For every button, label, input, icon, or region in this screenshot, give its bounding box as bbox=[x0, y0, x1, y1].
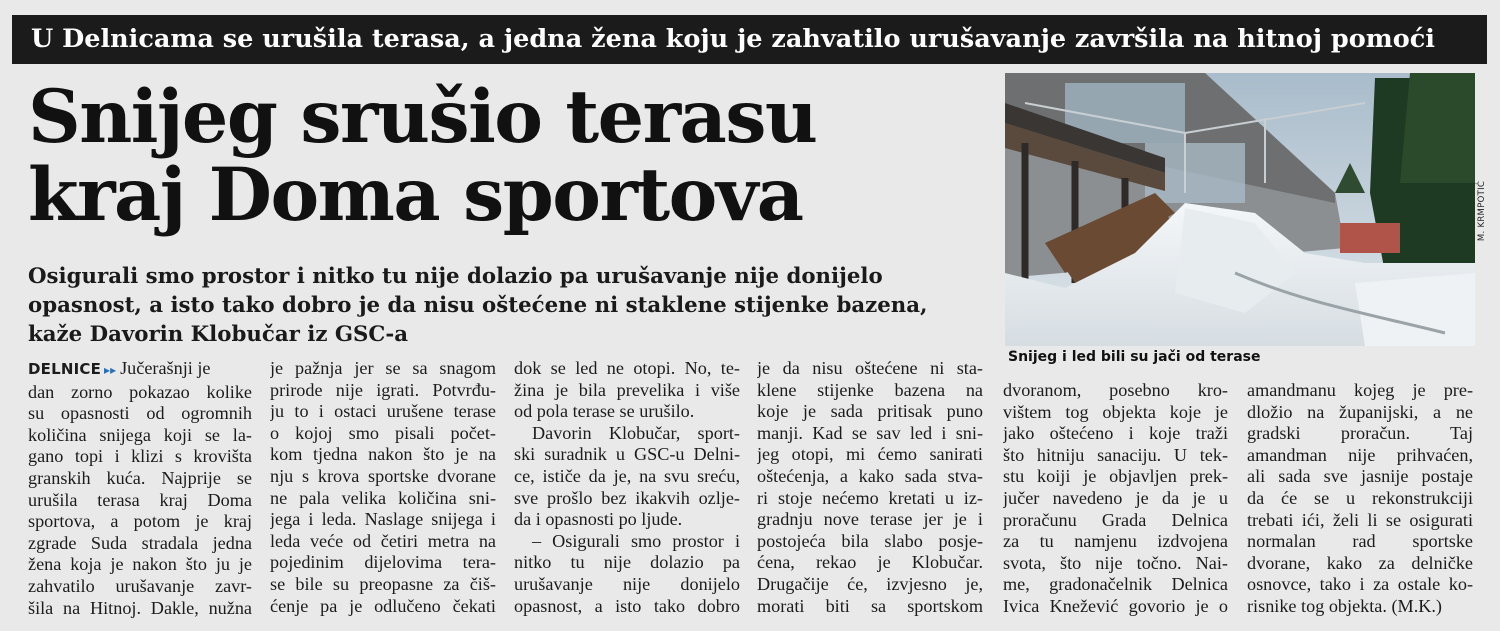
column-line: klene stijenke bazena na bbox=[757, 379, 983, 400]
column-line: gradski proračun. Taj bbox=[1247, 423, 1473, 444]
column-line: zahvatilo urušavanje zavr- bbox=[28, 575, 252, 596]
lead-line: kaže Davorin Klobučar iz GSC-a bbox=[28, 322, 409, 347]
column-line: osnovce, tako i za ostale ko- bbox=[1247, 574, 1473, 595]
column-line: nitko tu nije dolazio pa bbox=[514, 552, 740, 573]
column-line: urušavanje nije donijelo bbox=[514, 573, 740, 594]
column-line: jega i leda. Naslage snijega i bbox=[270, 509, 496, 530]
column-line: amandman nije prihvaćen, bbox=[1247, 444, 1473, 465]
column-line: za tu namjenu izdvojena bbox=[1003, 531, 1228, 552]
column-line: jučer navedeno je da je u bbox=[1003, 487, 1228, 508]
column-line: količina snijega koji se la- bbox=[28, 424, 252, 445]
column-line: ćena, rekao je Klobučar. bbox=[757, 552, 983, 573]
column-line: žina je bila prevelika i više bbox=[514, 379, 740, 400]
dateline: DELNICE bbox=[28, 360, 102, 378]
column-line: gradnju nove terase jer je i bbox=[757, 509, 983, 530]
column-line: dan zorno pokazao kolike bbox=[28, 381, 252, 402]
column-line: me, gradonačelnik Delnica bbox=[1003, 574, 1228, 595]
column-line: proračunu Grada Delnica bbox=[1003, 509, 1228, 530]
column-line: su opasnosti od ogromnih bbox=[28, 403, 252, 424]
body-column-1 bbox=[28, 358, 252, 619]
column-line: prirode nije igrati. Potvrđu- bbox=[270, 379, 496, 400]
column-line: normalan rad sportske bbox=[1247, 531, 1473, 552]
body-column-2 bbox=[270, 358, 496, 617]
column-line: što hitniju sanaciju. U tek- bbox=[1003, 444, 1228, 465]
column-line: ju to i ostaci urušene terase bbox=[270, 401, 496, 422]
column-line: sve prošlo bez ikakvih ozlje- bbox=[514, 487, 740, 508]
column-line: nju s krova sportske dvorane bbox=[270, 465, 496, 486]
column-line: dvorane, kako za delničke bbox=[1247, 552, 1473, 573]
dateline-arrow-icon: ▸▸ bbox=[104, 363, 117, 377]
column-line: jako oštećeno i koje traži bbox=[1003, 423, 1228, 444]
kicker-text: U Delnicama se urušila terasa, a jedna žena koju je zahvatilo urušavanje završila na hitnoj pomoći bbox=[31, 24, 1435, 54]
column-line: granskih kuća. Najprije se bbox=[28, 467, 252, 488]
column-line: ri stoje nećemo kretati u iz- bbox=[757, 487, 983, 508]
column-line: šila na Hitnoj. Dakle, nužna bbox=[28, 597, 252, 618]
column-line: se bile su preopasne za čiš- bbox=[270, 573, 496, 594]
column-line: opasnost, a isto tako dobro bbox=[514, 595, 740, 616]
lead-paragraph bbox=[28, 262, 988, 349]
body-column-5 bbox=[1003, 380, 1228, 618]
column-line: postojeća bila slabo posje- bbox=[757, 530, 983, 551]
news-photo bbox=[1005, 73, 1475, 346]
column-line bbox=[28, 358, 252, 382]
column-line: trebati ići, želi li se osigurati bbox=[1247, 509, 1473, 530]
column-line: zgrade Suda stradala jedna bbox=[28, 532, 252, 553]
column-line: dvoranom, posebno kro- bbox=[1003, 380, 1228, 400]
column-line: leda veće od četiri metra na bbox=[270, 530, 496, 551]
photo-snow-terrace bbox=[1005, 73, 1475, 346]
column-line: gano topi i klizi s krovišta bbox=[28, 446, 252, 467]
column-line: koje je sada pritisak puno bbox=[757, 401, 983, 422]
column-line: ali sada sve jasnije postaje bbox=[1247, 466, 1473, 487]
lead-line: opasnost, a isto tako dobro je da nisu oštećene ni staklene stijenke bazena, bbox=[28, 293, 928, 318]
column-line: stu koiji je objavljen prek- bbox=[1003, 466, 1228, 487]
body-column-3 bbox=[514, 358, 740, 617]
body-column-6 bbox=[1247, 380, 1473, 618]
column-line: Davorin Klobučar, sport- bbox=[532, 422, 740, 443]
column-line: od pola terase se urušilo. bbox=[514, 401, 695, 422]
column-line: žena koja je nakon što ju je bbox=[28, 554, 252, 575]
column-line: da i opasnosti po ljude. bbox=[514, 509, 683, 530]
photo-credit-text: M. KRMPOTIĆ bbox=[1477, 180, 1487, 242]
photo-credit bbox=[1475, 80, 1489, 342]
headline-line: Snijeg srušio terasu bbox=[28, 74, 817, 160]
kicker-bar bbox=[12, 15, 1487, 64]
headline-line: kraj Doma sportova bbox=[28, 152, 803, 238]
column-line: jeg otopi, mi ćemo sanirati bbox=[757, 444, 983, 465]
column-line: pojedinim dijelovima tera- bbox=[270, 552, 496, 573]
headline bbox=[28, 74, 988, 238]
column-line: vištem tog objekta koje je bbox=[1003, 401, 1228, 422]
column-line: – Osigurali smo prostor i bbox=[532, 530, 740, 551]
column-line: ćenje pa je odlučeno čekati bbox=[270, 595, 496, 616]
dateline-rest: Jučerašnji je bbox=[120, 358, 211, 378]
column-line: da će se u rekonstrukciji bbox=[1247, 487, 1473, 508]
column-line: dok se led ne otopi. No, te- bbox=[514, 358, 740, 378]
column-line: ce, ističe da je, na svu sreću, bbox=[514, 465, 740, 486]
column-line: Ivica Knežević govorio je o bbox=[1003, 595, 1228, 616]
column-line: je pažnja jer se sa snagom bbox=[270, 358, 496, 378]
lead-line: Osigurali smo prostor i nitko tu nije dolazio pa urušavanje nije donijelo bbox=[28, 264, 883, 289]
column-line: amandmanu kojeg je pre- bbox=[1247, 380, 1473, 400]
body-column-4 bbox=[757, 358, 983, 617]
column-line: oštećenja, a kako sada stva- bbox=[757, 465, 983, 486]
column-line: o kojoj smo pisali počet- bbox=[270, 422, 496, 443]
column-line: manji. Kad se sav led i sni- bbox=[757, 422, 983, 443]
column-line: sportova, a potom je kraj bbox=[28, 511, 252, 532]
column-line: dložio na županijski, a ne bbox=[1247, 401, 1473, 422]
column-line: je da nisu oštećene ni sta- bbox=[757, 358, 983, 378]
column-line: risnike tog objekta. (M.K.) bbox=[1247, 595, 1442, 616]
photo-caption: Snijeg i led bili su jači od terase bbox=[1008, 349, 1261, 365]
column-line: ski suradnik u GSC-u Delni- bbox=[514, 444, 740, 465]
column-line: urušila terasa kraj Doma bbox=[28, 489, 252, 510]
column-line: Drugačije će, izvjesno je, bbox=[757, 573, 983, 594]
column-line: morati biti sa sportskom bbox=[757, 595, 983, 616]
column-line: ne pala velika količina sni- bbox=[270, 487, 496, 508]
column-line: kom tjedna nakon što je na bbox=[270, 444, 496, 465]
column-line: svota, što nije točno. Nai- bbox=[1003, 552, 1228, 573]
